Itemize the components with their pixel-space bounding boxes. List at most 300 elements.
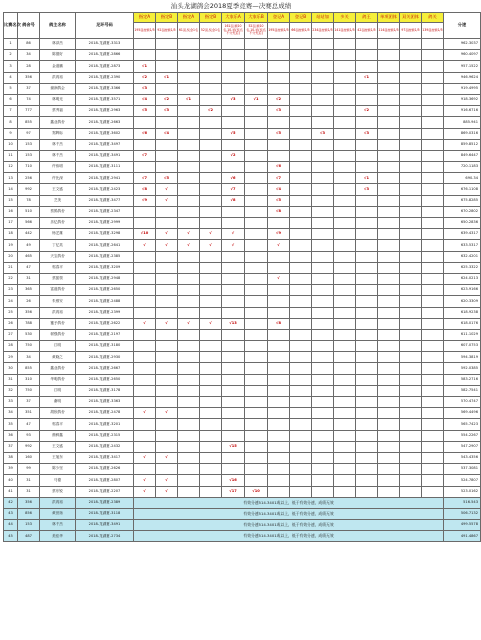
event-mark-cell — [400, 150, 422, 161]
event-mark-cell — [178, 296, 200, 307]
event-mark-cell — [312, 385, 334, 396]
loft-cell: 750 — [18, 385, 40, 396]
event-mark-cell — [334, 352, 356, 363]
score-cell: 675.8285 — [444, 195, 481, 206]
owner-cell: 林千杰 — [40, 150, 76, 161]
event-mark-cell — [400, 452, 422, 463]
loft-header: 鸽舍号 — [18, 13, 40, 39]
event-mark-cell — [378, 296, 400, 307]
event-mark-cell: √1 — [356, 173, 378, 184]
ring-cell: 2018-龙湖夏-2423 — [76, 184, 134, 195]
event-mark-cell — [268, 452, 290, 463]
loft-cell: 855 — [18, 363, 40, 374]
event-mark-cell — [378, 486, 400, 497]
event-mark-cell — [422, 206, 444, 217]
event-mark-cell — [200, 329, 222, 340]
results-body — [4, 39, 481, 542]
loft-cell: 566 — [18, 218, 40, 229]
event-mark-cell — [334, 61, 356, 72]
event-mark-cell — [200, 352, 222, 363]
event-mark-cell — [268, 218, 290, 229]
event-mark-cell — [178, 363, 200, 374]
event-mark-cell — [200, 117, 222, 128]
event-mark-cell — [290, 117, 312, 128]
event-mark-cell — [334, 162, 356, 173]
event-mark-cell — [312, 441, 334, 452]
score-header: 分速 — [444, 13, 481, 39]
event-mark-cell — [222, 50, 245, 61]
event-mark-cell — [400, 128, 422, 139]
rank-cell: 21 — [4, 262, 18, 273]
rank-cell: 9 — [4, 128, 18, 139]
event-mark-cell: √ — [156, 229, 178, 240]
event-mark-cell: √ — [200, 318, 222, 329]
event-mark-cell — [268, 50, 290, 61]
event-desc: 92羽按额1/5 — [156, 23, 178, 39]
ring-cell: 2018-龙湖夏-2734 — [76, 531, 134, 542]
event-mark-cell — [334, 229, 356, 240]
event-mark-cell — [200, 173, 222, 184]
event-mark-cell — [378, 106, 400, 117]
event-header: 鸽关 — [422, 13, 444, 23]
owner-cell: 天宝鸽舍 — [40, 251, 76, 262]
loft-cell: 86 — [18, 39, 40, 50]
ring-cell: 2018-龙湖夏-2622 — [76, 318, 134, 329]
table-row — [4, 218, 481, 229]
rank-cell: 23 — [4, 285, 18, 296]
event-mark-cell — [290, 206, 312, 217]
event-mark-cell — [356, 318, 378, 329]
event-mark-cell — [268, 419, 290, 430]
event-mark-cell — [422, 397, 444, 408]
rank-cell: 19 — [4, 240, 18, 251]
event-mark-cell — [200, 363, 222, 374]
owner-cell: 鑫业鸽舍 — [40, 117, 76, 128]
event-mark-cell — [312, 419, 334, 430]
event-mark-cell — [290, 262, 312, 273]
score-cell: 547.2907 — [444, 441, 481, 452]
owner-cell: 谢润鸽会 — [40, 83, 76, 94]
event-mark-cell — [290, 441, 312, 452]
event-mark-cell — [245, 184, 268, 195]
score-cell: 946.9624 — [444, 72, 481, 83]
event-mark-cell — [378, 94, 400, 105]
rank-cell: 32 — [4, 385, 18, 396]
event-mark-cell — [245, 50, 268, 61]
rank-cell: 25 — [4, 307, 18, 318]
event-mark-cell — [134, 397, 156, 408]
results-table — [3, 12, 481, 542]
event-mark-cell — [356, 452, 378, 463]
score-cell: 583.2716 — [444, 374, 481, 385]
event-mark-cell: √ — [178, 318, 200, 329]
owner-cell: 洪再裕 — [40, 497, 76, 508]
event-mark-cell: √2 — [134, 72, 156, 83]
event-mark-cell — [334, 206, 356, 217]
event-mark-cell: √3 — [356, 128, 378, 139]
score-cell: 499.5578 — [444, 520, 481, 531]
event-mark-cell — [400, 184, 422, 195]
event-mark-cell — [400, 397, 422, 408]
event-mark-cell — [268, 475, 290, 486]
event-header: 单项团体 — [378, 13, 400, 23]
event-mark-cell — [156, 352, 178, 363]
ring-cell: 2018-龙湖夏-3201 — [76, 419, 134, 430]
event-mark-cell — [156, 83, 178, 94]
owner-cell: 郑辉标 — [40, 128, 76, 139]
event-mark-cell — [245, 229, 268, 240]
event-mark-cell — [356, 464, 378, 475]
ring-cell: 2018-龙湖夏-3313 — [76, 39, 134, 50]
table-row — [4, 72, 481, 83]
table-row — [4, 352, 481, 363]
event-mark-cell — [312, 262, 334, 273]
event-mark-cell — [356, 139, 378, 150]
event-mark-cell — [290, 352, 312, 363]
event-mark-cell: √17 — [222, 486, 245, 497]
event-mark-cell — [222, 341, 245, 352]
event-mark-cell — [422, 296, 444, 307]
event-mark-cell — [422, 464, 444, 475]
event-mark-cell: √ — [156, 318, 178, 329]
event-mark-cell — [400, 173, 422, 184]
rank-cell: 34 — [4, 408, 18, 419]
loft-cell: 31 — [18, 475, 40, 486]
event-mark-cell — [268, 408, 290, 419]
rank-cell: 27 — [4, 329, 18, 340]
event-mark-cell — [422, 363, 444, 374]
event-mark-cell — [378, 385, 400, 396]
event-mark-cell — [290, 419, 312, 430]
ring-cell: 2018-龙湖夏-2347 — [76, 206, 134, 217]
event-mark-cell: √1 — [134, 61, 156, 72]
event-mark-cell — [356, 419, 378, 430]
event-mark-cell: √ — [134, 240, 156, 251]
event-mark-cell — [268, 251, 290, 262]
event-mark-cell — [290, 184, 312, 195]
score-cell: 607.0753 — [444, 341, 481, 352]
event-mark-cell — [400, 273, 422, 284]
event-mark-cell — [312, 39, 334, 50]
event-desc: 114羽按额1/5 — [378, 23, 400, 39]
event-mark-cell — [178, 329, 200, 340]
loft-cell: 34 — [18, 50, 40, 61]
table-row — [4, 273, 481, 284]
event-mark-cell — [178, 430, 200, 441]
event-mark-cell — [245, 408, 268, 419]
ring-cell: 2018-龙湖夏-2390 — [76, 72, 134, 83]
score-cell: 632.4201 — [444, 251, 481, 262]
ring-cell: 2018-龙湖夏-2663 — [76, 117, 134, 128]
event-mark-cell — [268, 39, 290, 50]
event-mark-cell — [356, 486, 378, 497]
event-mark-cell — [378, 408, 400, 419]
ring-cell: 2018-龙湖夏-2197 — [76, 329, 134, 340]
event-mark-cell — [200, 307, 222, 318]
event-mark-cell — [200, 385, 222, 396]
table-row — [4, 341, 481, 352]
event-mark-cell: √ — [222, 240, 245, 251]
event-mark-cell — [200, 251, 222, 262]
event-mark-cell — [422, 385, 444, 396]
event-mark-cell — [334, 273, 356, 284]
event-mark-cell — [178, 397, 200, 408]
event-mark-cell — [400, 72, 422, 83]
event-mark-cell — [378, 452, 400, 463]
loft-cell: 442 — [18, 229, 40, 240]
event-mark-cell — [178, 262, 200, 273]
event-mark-cell — [422, 240, 444, 251]
event-mark-cell — [268, 117, 290, 128]
ring-cell: 2018-龙湖夏-2207 — [76, 486, 134, 497]
loft-cell: 153 — [18, 139, 40, 150]
event-mark-cell — [400, 419, 422, 430]
event-mark-cell — [334, 486, 356, 497]
event-mark-cell — [422, 486, 444, 497]
owner-cell: 陈德好 — [40, 50, 76, 61]
event-mark-cell — [222, 464, 245, 475]
event-mark-cell — [222, 285, 245, 296]
loft-cell: 356 — [18, 307, 40, 318]
event-mark-cell — [422, 218, 444, 229]
event-mark-cell — [268, 397, 290, 408]
event-mark-cell — [422, 61, 444, 72]
score-cell: 524.7807 — [444, 475, 481, 486]
event-mark-cell — [356, 229, 378, 240]
event-mark-cell — [245, 464, 268, 475]
ring-cell: 2018-龙湖夏-2963 — [76, 106, 134, 117]
loft-cell: 31 — [18, 486, 40, 497]
event-mark-cell — [312, 206, 334, 217]
event-mark-cell — [400, 229, 422, 240]
event-mark-cell — [356, 251, 378, 262]
rank-cell: 14 — [4, 184, 18, 195]
event-mark-cell — [400, 285, 422, 296]
event-mark-cell — [290, 374, 312, 385]
ring-header: 足环号码 — [76, 13, 134, 39]
event-mark-cell — [378, 150, 400, 161]
event-mark-cell — [268, 341, 290, 352]
event-mark-cell — [156, 262, 178, 273]
event-mark-cell — [178, 173, 200, 184]
event-mark-cell — [178, 441, 200, 452]
event-mark-cell — [400, 262, 422, 273]
rank-cell: 35 — [4, 419, 18, 430]
event-mark-cell — [245, 430, 268, 441]
owner-cell: 王文盛 — [40, 441, 76, 452]
event-mark-cell — [245, 273, 268, 284]
event-mark-cell — [334, 83, 356, 94]
event-mark-cell — [422, 352, 444, 363]
table-row — [4, 39, 481, 50]
event-mark-cell: √13 — [222, 318, 245, 329]
event-mark-cell — [245, 162, 268, 173]
event-mark-cell — [268, 486, 290, 497]
event-mark-cell — [222, 397, 245, 408]
event-mark-cell — [156, 117, 178, 128]
table-row — [4, 385, 481, 396]
score-cell: 618.0176 — [444, 318, 481, 329]
event-mark-cell: √10 — [245, 486, 268, 497]
event-mark-cell — [156, 285, 178, 296]
event-header: 双关团体 — [400, 13, 422, 23]
table-row — [4, 106, 481, 117]
event-mark-cell — [400, 374, 422, 385]
event-mark-cell — [312, 285, 334, 296]
event-mark-cell — [156, 39, 178, 50]
event-mark-cell — [356, 273, 378, 284]
event-mark-cell — [334, 50, 356, 61]
event-mark-cell — [178, 486, 200, 497]
ring-cell: 2018-龙湖夏-2650 — [76, 374, 134, 385]
event-mark-cell — [134, 430, 156, 441]
event-mark-cell — [178, 218, 200, 229]
event-mark-cell — [200, 273, 222, 284]
event-mark-cell — [290, 162, 312, 173]
event-mark-cell — [222, 218, 245, 229]
event-mark-cell — [378, 162, 400, 173]
event-mark-cell — [245, 240, 268, 251]
event-mark-cell — [245, 106, 268, 117]
owner-cell: 杨艺雄 — [40, 229, 76, 240]
table-row — [4, 139, 481, 150]
invalid-row — [4, 520, 481, 531]
event-mark-cell — [200, 441, 222, 452]
event-mark-cell — [400, 251, 422, 262]
event-mark-cell — [290, 229, 312, 240]
event-mark-cell — [312, 318, 334, 329]
owner-cell: 美佳华 — [40, 531, 76, 542]
event-mark-cell — [290, 385, 312, 396]
event-mark-cell — [222, 408, 245, 419]
rank-cell: 4 — [4, 72, 18, 83]
event-mark-cell — [422, 430, 444, 441]
owner-cell: 马德 — [40, 475, 76, 486]
event-mark-cell — [400, 363, 422, 374]
event-mark-cell — [334, 341, 356, 352]
owner-cell: 谢明 — [40, 397, 76, 408]
event-mark-cell — [400, 441, 422, 452]
event-mark-cell — [268, 139, 290, 150]
table-row — [4, 397, 481, 408]
event-mark-cell — [400, 50, 422, 61]
table-row — [4, 61, 481, 72]
event-mark-cell — [200, 184, 222, 195]
loft-cell: 256 — [18, 173, 40, 184]
event-mark-cell: √ — [156, 195, 178, 206]
event-mark-cell: √ — [134, 475, 156, 486]
event-mark-cell — [334, 464, 356, 475]
event-mark-cell — [156, 50, 178, 61]
ring-cell: 2018-龙湖夏-2488 — [76, 296, 134, 307]
event-mark-cell — [422, 72, 444, 83]
event-mark-cell — [378, 206, 400, 217]
event-mark-cell: √7 — [134, 150, 156, 161]
event-mark-cell — [356, 385, 378, 396]
loft-cell: 97 — [18, 128, 40, 139]
event-mark-cell — [290, 341, 312, 352]
event-mark-cell — [422, 441, 444, 452]
rank-cell: 36 — [4, 430, 18, 441]
event-mark-cell — [422, 273, 444, 284]
table-row — [4, 408, 481, 419]
loft-cell: 153 — [18, 520, 40, 531]
event-mark-cell — [245, 441, 268, 452]
event-mark-cell — [334, 117, 356, 128]
ring-cell: 2018-龙湖夏-3477 — [76, 195, 134, 206]
loft-cell: 788 — [18, 318, 40, 329]
event-mark-cell — [156, 139, 178, 150]
event-mark-cell — [156, 307, 178, 318]
event-mark-cell — [134, 206, 156, 217]
event-mark-cell — [222, 430, 245, 441]
event-mark-cell — [200, 397, 222, 408]
rank-cell: 42 — [4, 497, 18, 508]
score-cell: 506.7132 — [444, 508, 481, 519]
ring-cell: 2018-龙湖夏-2641 — [76, 240, 134, 251]
event-mark-cell: √7 — [268, 173, 290, 184]
event-mark-cell — [156, 419, 178, 430]
event-mark-cell — [400, 430, 422, 441]
table-row — [4, 430, 481, 441]
event-mark-cell: √1 — [356, 72, 378, 83]
event-mark-cell — [245, 452, 268, 463]
event-mark-cell — [134, 162, 156, 173]
event-mark-cell — [400, 83, 422, 94]
table-row — [4, 262, 481, 273]
event-mark-cell — [378, 329, 400, 340]
event-mark-cell: √15 — [222, 441, 245, 452]
event-mark-cell — [156, 251, 178, 262]
event-desc: 161羽,额10名,10-奖(奖名不分先后) — [222, 23, 245, 39]
event-mark-cell — [245, 419, 268, 430]
ring-cell: 2018-龙湖夏-3571 — [76, 94, 134, 105]
event-mark-cell — [290, 464, 312, 475]
event-mark-cell: √7 — [222, 184, 245, 195]
event-mark-cell — [245, 39, 268, 50]
event-mark-cell — [156, 150, 178, 161]
event-mark-cell — [422, 150, 444, 161]
event-desc: 52羽,额10名,10-奖(奖名不分先后) — [245, 23, 268, 39]
event-mark-cell — [400, 106, 422, 117]
event-mark-cell — [245, 83, 268, 94]
ring-cell: 2018-龙湖夏-2478 — [76, 408, 134, 419]
event-header: 大家乐B — [245, 13, 268, 23]
rank-cell: 43 — [4, 508, 18, 519]
event-mark-cell: √8 — [134, 184, 156, 195]
event-mark-cell — [222, 72, 245, 83]
event-mark-cell — [312, 430, 334, 441]
owner-cell: 蹇予鸽舍 — [40, 318, 76, 329]
event-mark-cell — [356, 262, 378, 273]
event-mark-cell — [178, 285, 200, 296]
invalid-row — [4, 497, 481, 508]
table-row — [4, 452, 481, 463]
rank-cell: 37 — [4, 441, 18, 452]
event-mark-cell — [200, 430, 222, 441]
owner-cell: 陈少坚 — [40, 464, 76, 475]
event-mark-cell — [378, 50, 400, 61]
event-mark-cell — [268, 307, 290, 318]
table-row — [4, 464, 481, 475]
event-mark-cell — [422, 195, 444, 206]
owner-cell: 鼎鲜鑫 — [40, 430, 76, 441]
event-mark-cell — [156, 385, 178, 396]
event-header: 大家乐A — [222, 13, 245, 23]
score-cell: 592.0385 — [444, 363, 481, 374]
rank-cell: 1 — [4, 39, 18, 50]
rank-cell: 10 — [4, 139, 18, 150]
